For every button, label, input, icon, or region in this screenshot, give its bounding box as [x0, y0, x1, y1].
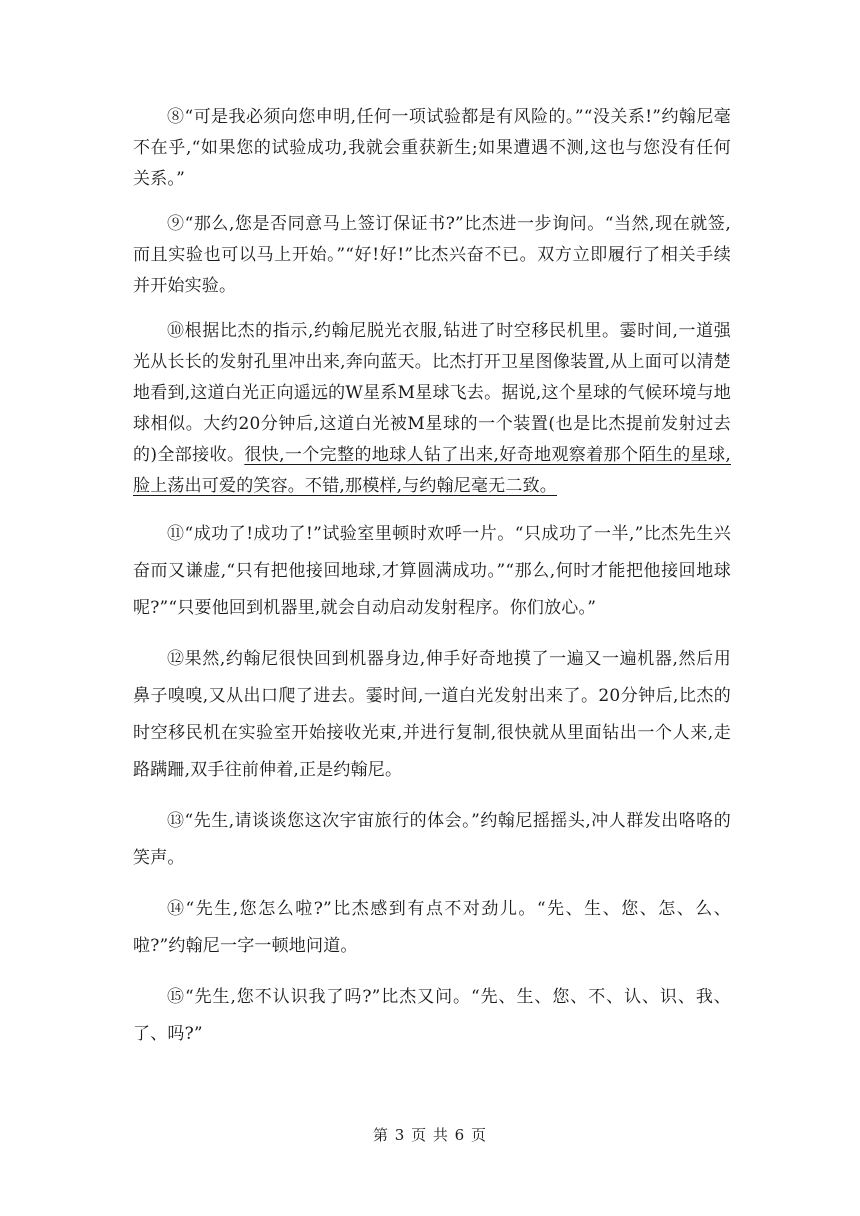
paragraph-9: ⑨“那么,您是否同意马上签订保证书?”比杰进一步询问。“当然,现在就签,而且实验也可以马上开始。”“好!好!”比杰兴奋不已。双方立即履行了相关手续并开始实验。: [133, 214, 731, 296]
paragraph-11: ⑪“成功了!成功了!”试验室里顿时欢呼一片。“只成功了一半,”比杰先生兴奋而又谦虚,“只有把他接回地球,才算圆满成功。”“那么,何时才能把他接回地球呢?”“只要他回到机器里,就会自动启动发射程序。你们放心。”: [133, 524, 731, 618]
paragraph-10: [133, 316, 731, 502]
paragraph-8: ⑧“可是我必须向您申明,任何一项试验都是有风险的。”“没关系!”约翰尼毫不在乎,“如果您的试验成功,我就会重获新生;如果遭遇不测,这也与您没有任何关系。”: [133, 107, 731, 189]
article-body: [133, 102, 731, 1053]
paragraph-14: ⑭“先生,您怎么啦?”比杰感到有点不对劲儿。“先、生、您、怎、么、啦?”约翰尼一字一顿地问道。: [133, 899, 731, 956]
paragraph-15: ⑮“先生,您不认识我了吗?”比杰又问。“先、生、您、不、认、识、我、了、吗?”: [133, 987, 731, 1044]
underlined-sentence: 很快,一个完整的地球人钻了出来,好奇地观察着那个陌生的星球,脸上荡出可爱的笑容。不错,那模样,与约翰尼毫无二致。: [133, 445, 731, 496]
paragraph-10-text: ⑩根据比杰的指示,约翰尼脱光衣服,钻进了时空移民机里。霎时间,一道强光从长长的发射孔里冲出来,奔向蓝天。比杰打开卫星图像装置,从上面可以清楚地看到,这道白光正向遥远的W星系M星球飞去。据说,这个星球的气候环境与地球相似。大约20分钟后,这道白光被M星球的一个装置(也是比杰提前发射过去的)全部接收。: [133, 321, 731, 465]
paragraph-13: ⑬“先生,请谈谈您这次宇宙旅行的体会。”约翰尼摇摇头,冲人群发出咯咯的笑声。: [133, 811, 731, 868]
page-number: 第 3 页 共 6 页: [373, 1126, 487, 1144]
paragraph-12: ⑫果然,约翰尼很快回到机器身边,伸手好奇地摸了一遍又一遍机器,然后用鼻子嗅嗅,又从出口爬了进去。霎时间,一道白光发射出来了。20分钟后,比杰的时空移民机在实验室开始接收光束,并进行复制,很快就从里面钻出一个人来,走路蹒跚,双手往前伸着,正是约翰尼。: [133, 649, 731, 780]
